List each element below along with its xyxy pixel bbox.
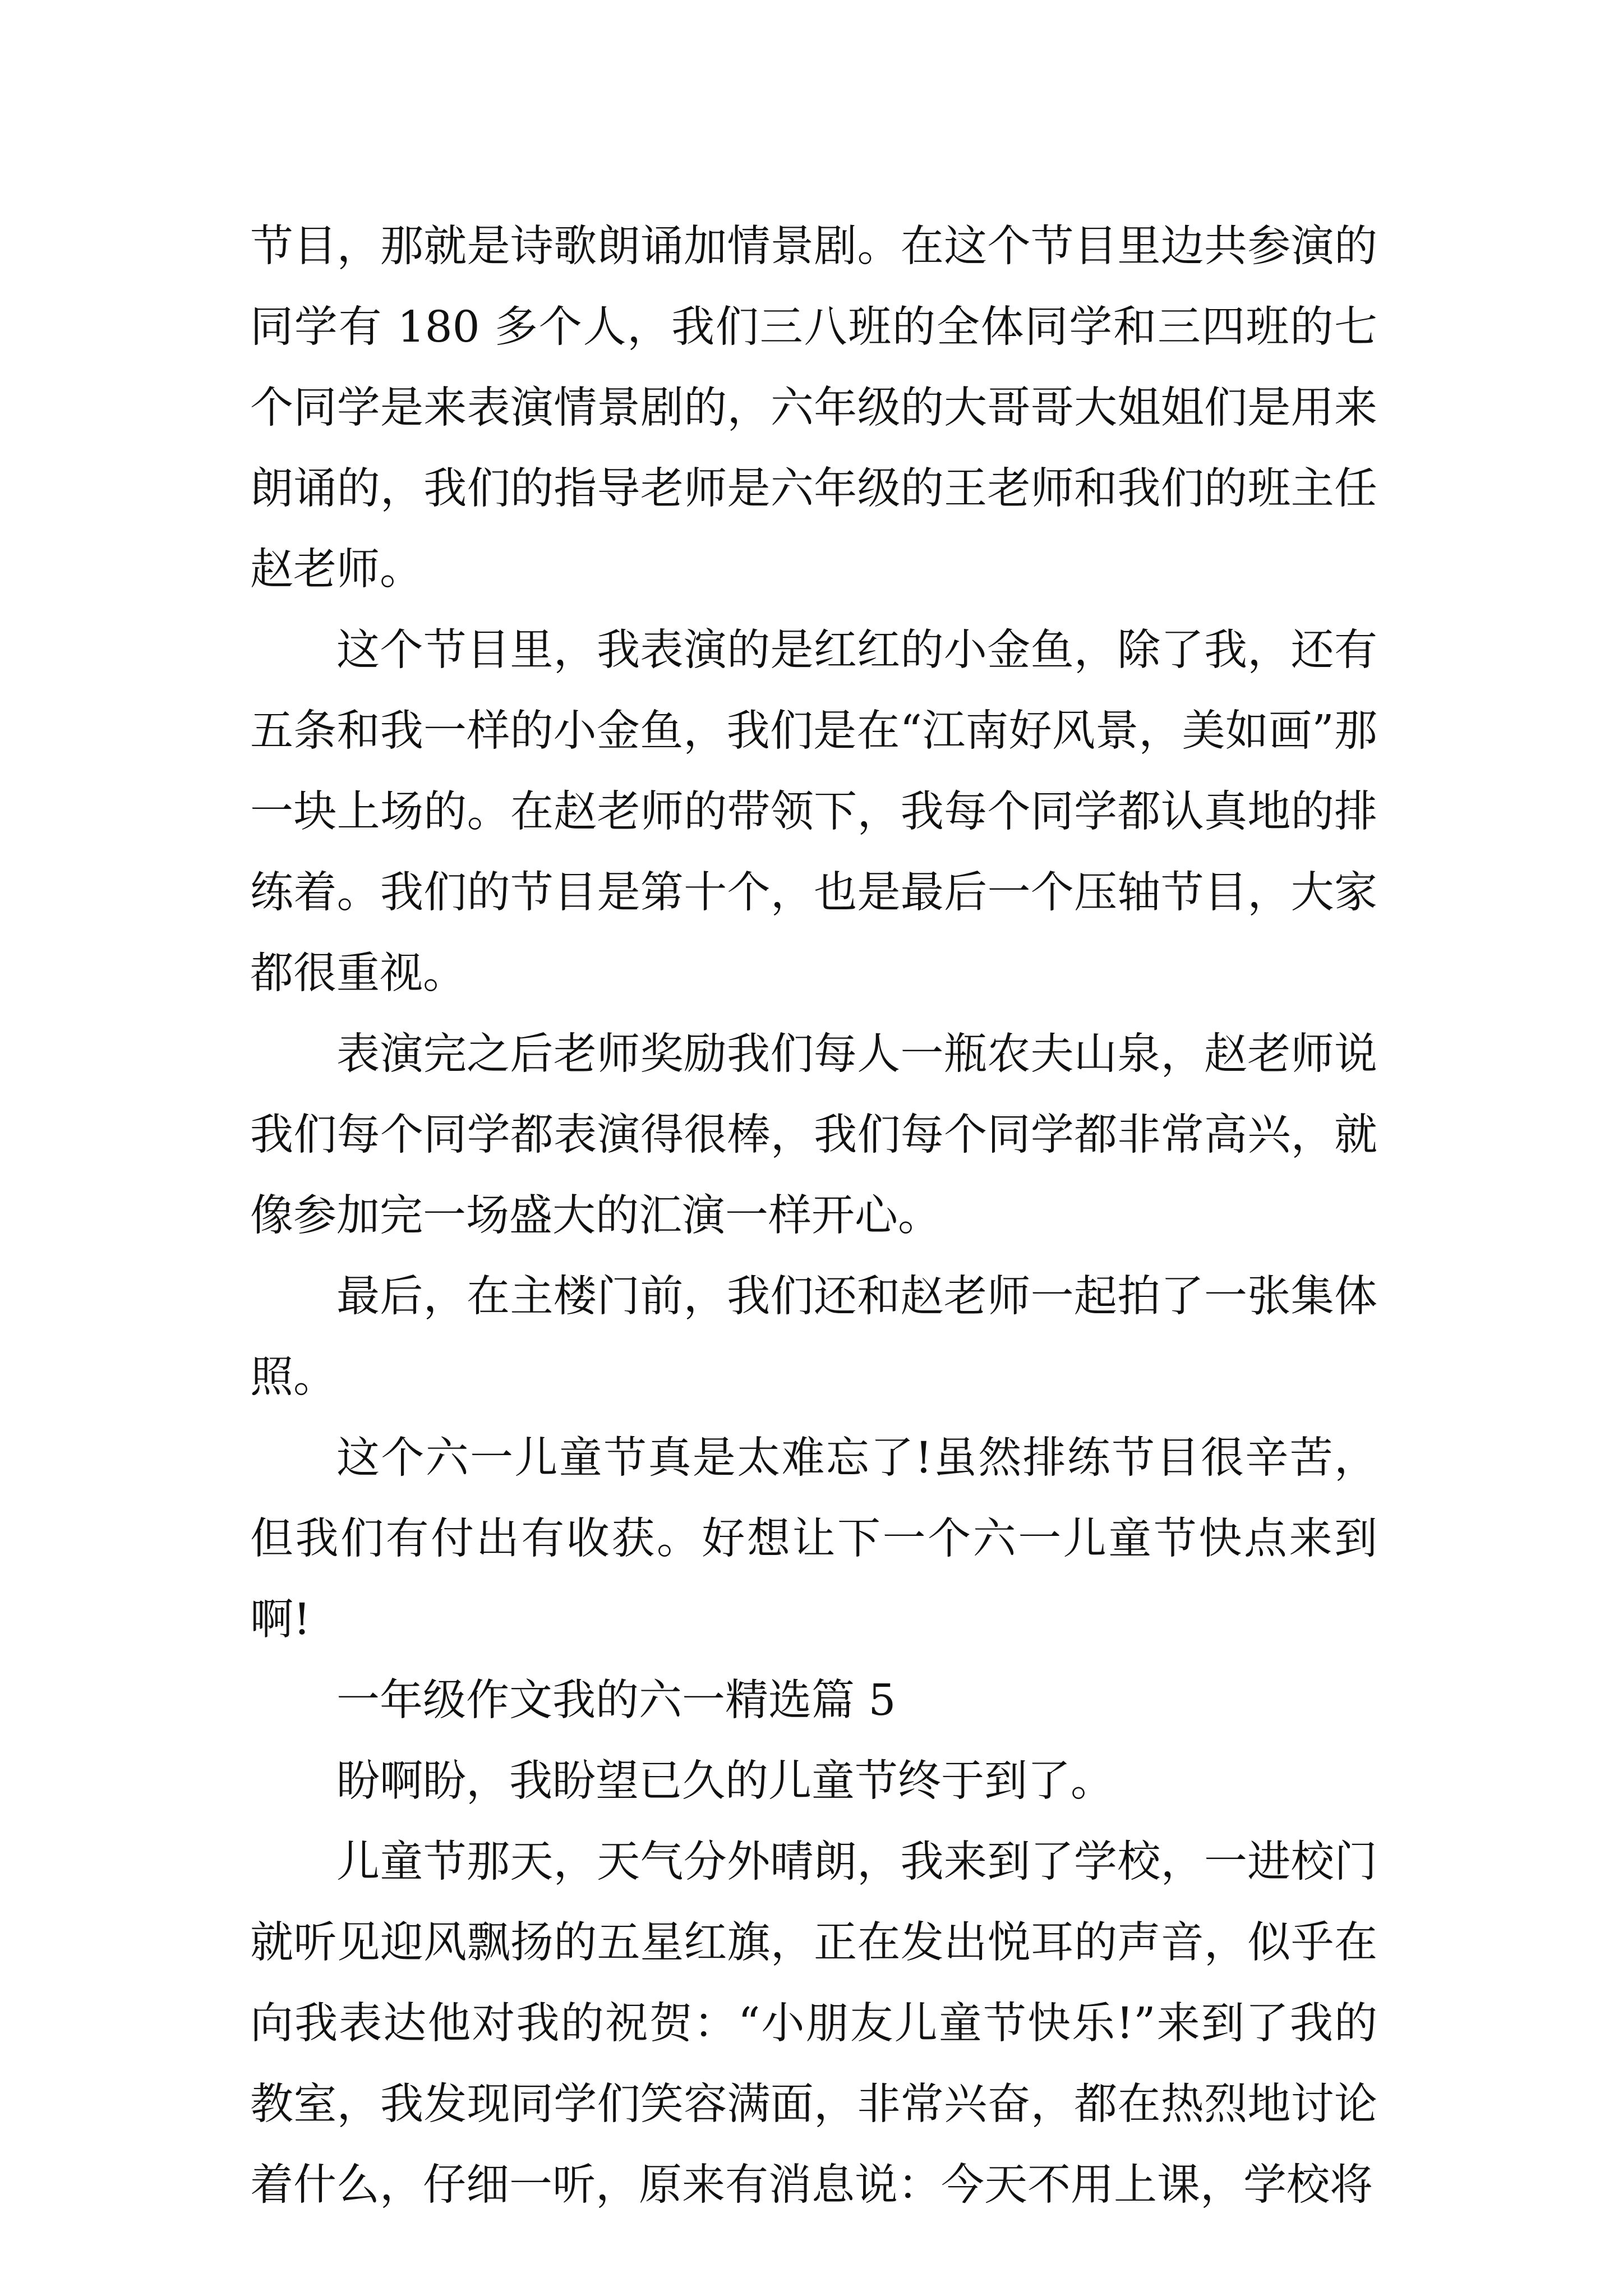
document-page (250, 206, 1377, 2226)
paragraph-3: 表演完之后老师奖励我们每人一瓶农夫山泉，赵老师说我们每个同学都表演得很棒，我们每个同学都非常高兴，就像参加完一场盛大的汇演一样开心。 (250, 1029, 1377, 1241)
paragraph-2: 这个节目里，我表演的是红红的小金鱼，除了我，还有五条和我一样的小金鱼，我们是在“江南好风景，美如画”那一块上场的。在赵老师的带领下，我每个同学都认真地的排练着。我们的节目是第十个，也是最后一个压轴节目，大家都很重视。 (250, 625, 1377, 999)
section-heading: 一年级作文我的六一精选篇 5 (336, 1676, 896, 1726)
paragraph-6: 盼啊盼，我盼望已久的儿童节终于到了。 (336, 1756, 1114, 1806)
paragraph-4: 最后，在主楼门前，我们还和赵老师一起拍了一张集体照。 (250, 1272, 1377, 1402)
paragraph-7: 儿童节那天，天气分外晴朗，我来到了学校，一进校门就听见迎风飘扬的五星红旗，正在发出悦耳的声音，似乎在向我表达他对我的祝贺：“小朋友儿童节快乐!”来到了我的教室，我发现同学们笑容满面，非常兴奋，都在热烈地讨论着什么，仔细一听，原来有消息说：今天不用上课，学校将 (250, 1837, 1377, 2210)
paragraph-1: 节目，那就是诗歌朗诵加情景剧。在这个节目里边共参演的同学有 180 多个人，我们三八班的全体同学和三四班的七个同学是来表演情景剧的，六年级的大哥哥大姐姐们是用来朗诵的，我们的指导老师是六年级的王老师和我们的班主任赵老师。 (250, 222, 1377, 595)
paragraph-5: 这个六一儿童节真是太难忘了!虽然排练节目很辛苦，但我们有付出有收获。好想让下一个六一儿童节快点来到啊! (250, 1433, 1377, 1645)
